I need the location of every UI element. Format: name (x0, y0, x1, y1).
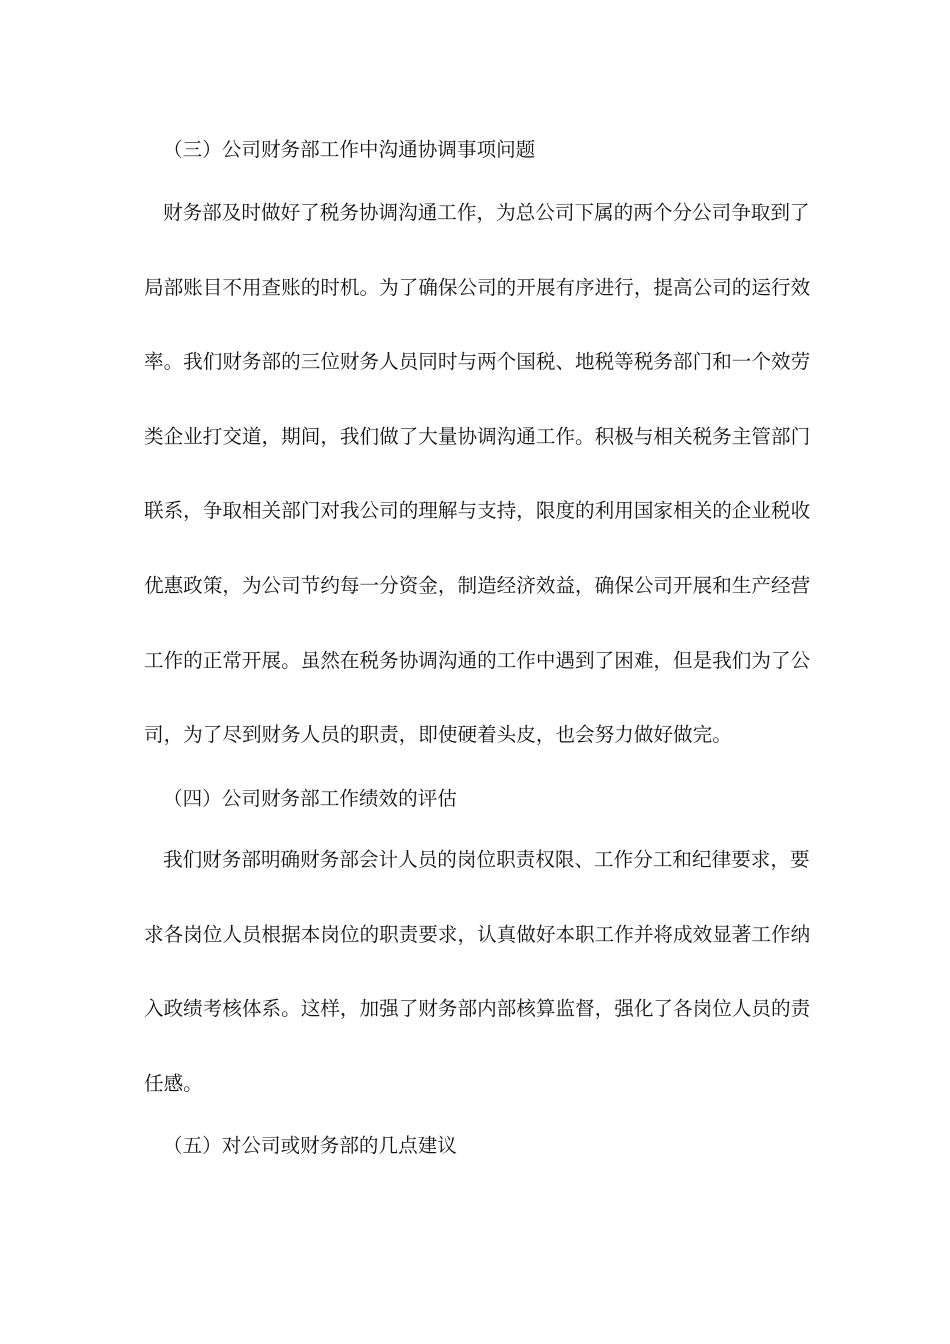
section-heading-5: （五）对公司或财务部的几点建议 (163, 1134, 457, 1157)
paragraph-line: 类企业打交道，期间，我们做了大量协调沟通工作。积极与相关税务主管部门 (144, 425, 811, 448)
paragraph-line: 司，为了尽到财务人员的职责，即使硬着头皮，也会努力做好做完。 (144, 723, 732, 746)
paragraph-line: 优惠政策，为公司节约每一分资金，制造经济效益，确保公司开展和生产经营 (144, 574, 811, 597)
paragraph-line: 财务部及时做好了税务协调沟通工作，为总公司下属的两个分公司争取到了 (163, 201, 810, 224)
paragraph-line: 率。我们财务部的三位财务人员同时与两个国税、地税等税务部门和一个效劳 (144, 350, 811, 373)
paragraph-line: 局部账目不用查账的时机。为了确保公司的开展有序进行，提高公司的运行效 (144, 276, 811, 299)
paragraph-line: 工作的正常开展。虽然在税务协调沟通的工作中遇到了困难，但是我们为了公 (144, 649, 811, 672)
paragraph-line: 入政绩考核体系。这样，加强了财务部内部核算监督，强化了各岗位人员的责 (144, 997, 811, 1020)
paragraph-line: 任感。 (144, 1072, 203, 1095)
paragraph-line: 我们财务部明确财务部会计人员的岗位职责权限、工作分工和纪律要求，要 (163, 848, 810, 871)
paragraph-line: 求各岗位人员根据本岗位的职责要求，认真做好本职工作并将成效显著工作纳 (144, 923, 811, 946)
section-heading-3: （三）公司财务部工作中沟通协调事项问题 (163, 138, 536, 161)
section-heading-4: （四）公司财务部工作绩效的评估 (163, 787, 457, 810)
paragraph-line: 联系，争取相关部门对我公司的理解与支持，限度的利用国家相关的企业税收 (144, 499, 811, 522)
